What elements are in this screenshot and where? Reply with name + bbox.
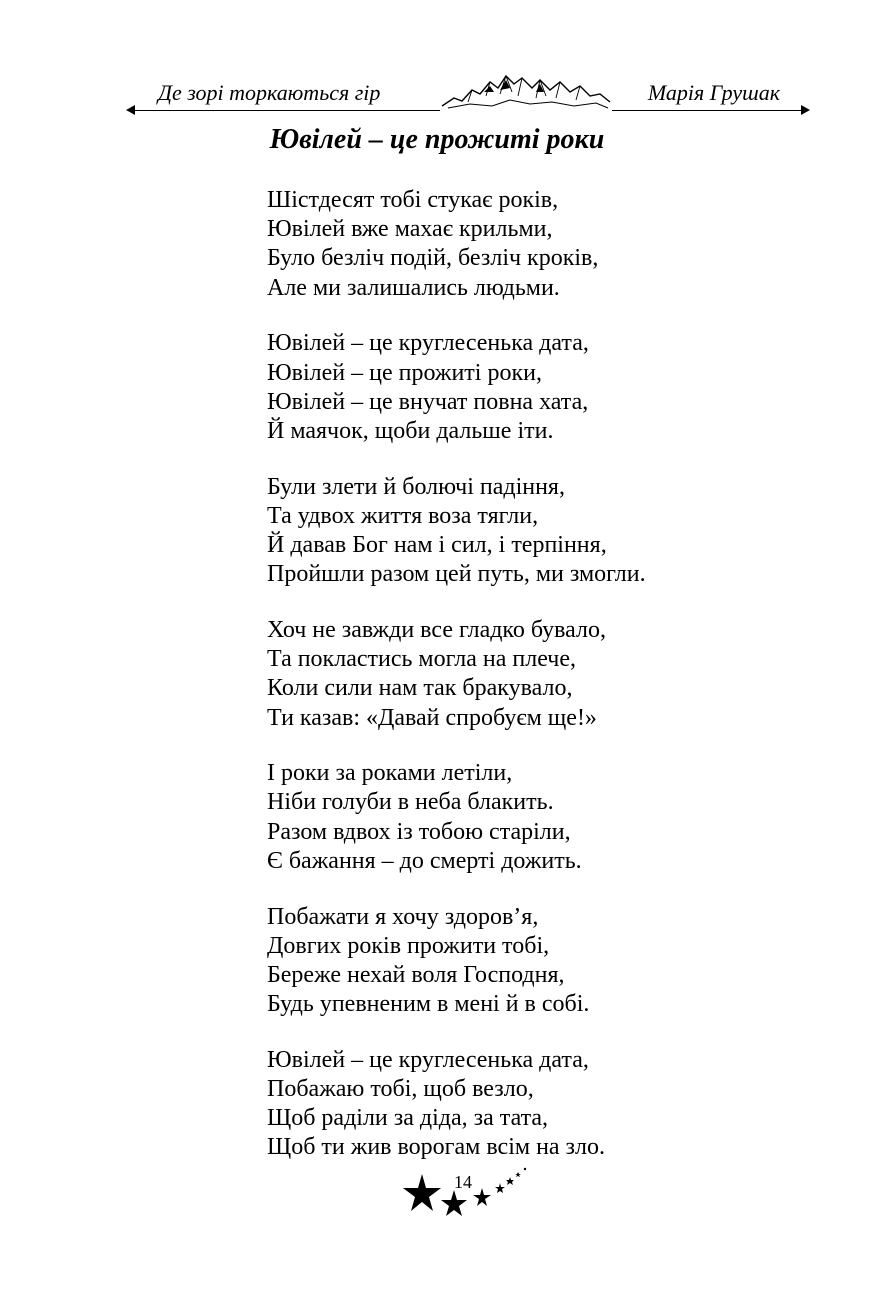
poem-line: Разом вдвох із тобою старіли, [267,818,571,845]
poem-line: Ти казав: «Давай спробуєм ще!» [267,704,597,731]
poem-line: Побажати я хочу здоров’я, [267,903,539,930]
poem-body [267,186,827,1189]
book-title: Де зорі торкаються гір [158,80,381,105]
poem-line: Та удвох життя воза тягли, [267,502,539,529]
page-number: 14 [454,1172,472,1192]
poem-title: Ювілей – це прожиті роки [269,124,605,155]
rule-left-arrow-icon [126,105,135,115]
poem-line: Ювілей – це внучат повна хата, [267,388,589,415]
poem-line: Побажаю тобі, щоб везло, [267,1076,534,1103]
poem-line: Щоб ти жив ворогам всім на зло. [267,1134,606,1161]
stanza [267,759,827,876]
poem-line: Хоч не завжди все гладко бувало, [267,616,607,643]
poem-line: Й маячок, щоби дальше іти. [267,417,554,444]
poem-line: Довгих років прожити тобі, [267,932,550,959]
poem-line: Ювілей – це круглесенька дата, [267,330,589,357]
poem-line: Є бажання – до смерті дожить. [267,847,582,874]
mountains-icon [440,68,612,114]
poem-line: Але ми залишались людьми. [267,274,560,301]
stars-ornament-icon [396,1160,536,1230]
poem-line: Будь упевненим в мені й в собі. [267,991,590,1018]
poem-line: Ювілей вже махає крильми, [267,216,553,243]
stanza [267,186,827,303]
page-footer [396,1160,536,1230]
poem-line: Щоб раділи за діда, за тата, [267,1105,549,1132]
poem-line: Береже нехай воля Господня, [267,961,565,988]
poem-line: І роки за роками летіли, [267,760,513,787]
stanza [267,616,827,733]
poem-line: Шістдесят тобі стукає років, [267,187,559,213]
poem-line: Коли сили нам так бракувало, [267,675,573,702]
poem-line: Й давав Бог нам і сил, і терпіння, [267,532,607,559]
poem-line: Ніби голуби в неба блакить. [267,789,554,816]
stanza [267,903,827,1020]
rule-right-arrow-icon [801,105,810,115]
stanza [267,1046,827,1163]
stanza [267,473,827,590]
author-name: Марія Грушак [647,80,780,105]
stanza [267,329,827,446]
poem-line: Були злети й болючі падіння, [267,473,565,500]
poem-line: Ювілей – це круглесенька дата, [267,1046,589,1073]
poem-line: Ювілей – це прожиті роки, [267,359,542,386]
poem-line: Було безліч подій, безліч кроків, [267,245,599,272]
poem-line: Та покластись могла на плече, [267,646,576,673]
running-header [128,64,808,124]
poem-line: Пройшли разом цей путь, ми змогли. [267,561,646,588]
